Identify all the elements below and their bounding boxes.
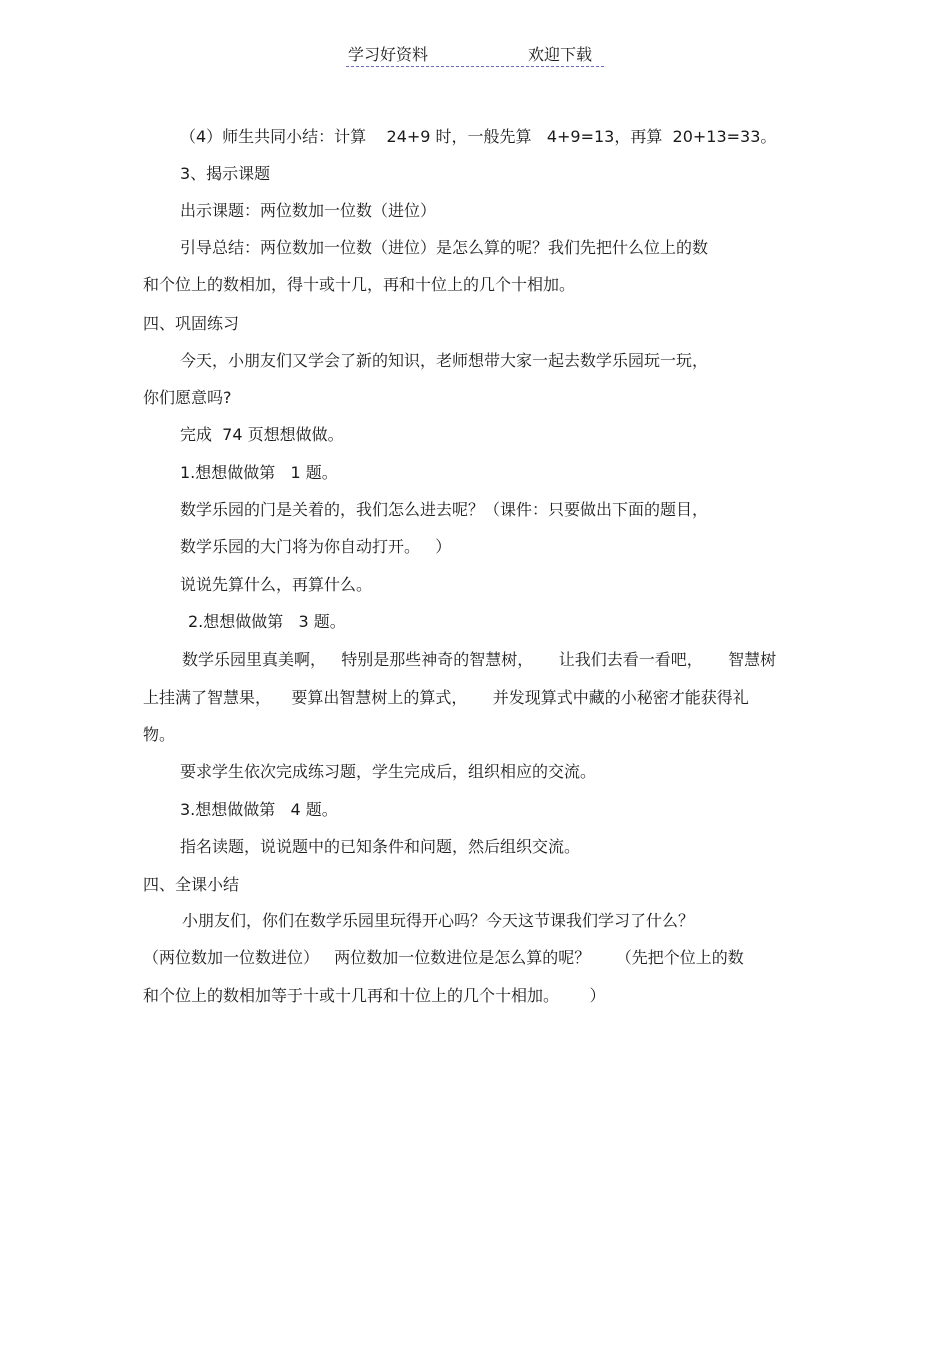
body-line: 指名读题，说说题中的已知条件和问题，然后组织交流。 <box>180 837 581 856</box>
body-line: （两位数加一位数进位） 两位数加一位数进位是怎么算的呢？ （先把个位上的数 <box>143 948 744 967</box>
body-line: 数学乐园里真美啊， 特别是那些神奇的智慧树， 让我们去看一看吧， 智慧树 <box>182 650 777 669</box>
body-line: 3.想想做做第 4 题。 <box>180 800 338 819</box>
body-line: 引导总结：两位数加一位数（进位）是怎么算的呢？我们先把什么位上的数 <box>180 238 709 257</box>
body-line: 出示课题：两位数加一位数（进位） <box>180 201 437 220</box>
body-line: （4）师生共同小结：计算 24+9 时，一般先算 4+9=13，再算 20+13=33。 <box>180 127 777 146</box>
body-line: 物。 <box>143 725 176 744</box>
page-header <box>346 40 604 67</box>
body-line: 说说先算什么，再算什么。 <box>180 575 373 594</box>
header-left-text: 学习好资料 <box>348 45 429 64</box>
body-line: 小朋友们，你们在数学乐园里玩得开心吗？今天这节课我们学习了什么？ <box>182 911 695 930</box>
section-heading: 四、巩固练习 <box>143 314 240 333</box>
body-line: 要求学生依次完成练习题，学生完成后，组织相应的交流。 <box>180 762 597 781</box>
section-heading: 四、全课小结 <box>143 875 240 894</box>
body-line: 1.想想做做第 1 题。 <box>180 463 338 482</box>
body-line: 你们愿意吗? <box>143 388 232 407</box>
body-line: 今天，小朋友们又学会了新的知识，老师想带大家一起去数学乐园玩一玩， <box>180 351 709 370</box>
header-right-text: 欢迎下载 <box>528 45 593 64</box>
body-line: 完成 74 页想想做做。 <box>180 425 344 444</box>
body-line: 上挂满了智慧果， 要算出智慧树上的算式， 并发现算式中藏的小秘密才能获得礼 <box>143 688 749 707</box>
body-line: 和个位上的数相加等于十或十几再和十位上的几个十相加。 ） <box>143 986 606 1005</box>
body-line: 和个位上的数相加，得十或十几，再和十位上的几个十相加。 <box>143 275 576 294</box>
body-line: 2.想想做做第 3 题。 <box>188 612 346 631</box>
body-line: 数学乐园的门是关着的，我们怎么进去呢？（课件：只要做出下面的题目， <box>180 500 709 519</box>
body-line: 3、揭示课题 <box>180 164 271 183</box>
body-line: 数学乐园的大门将为你自动打开。 ） <box>180 537 452 556</box>
